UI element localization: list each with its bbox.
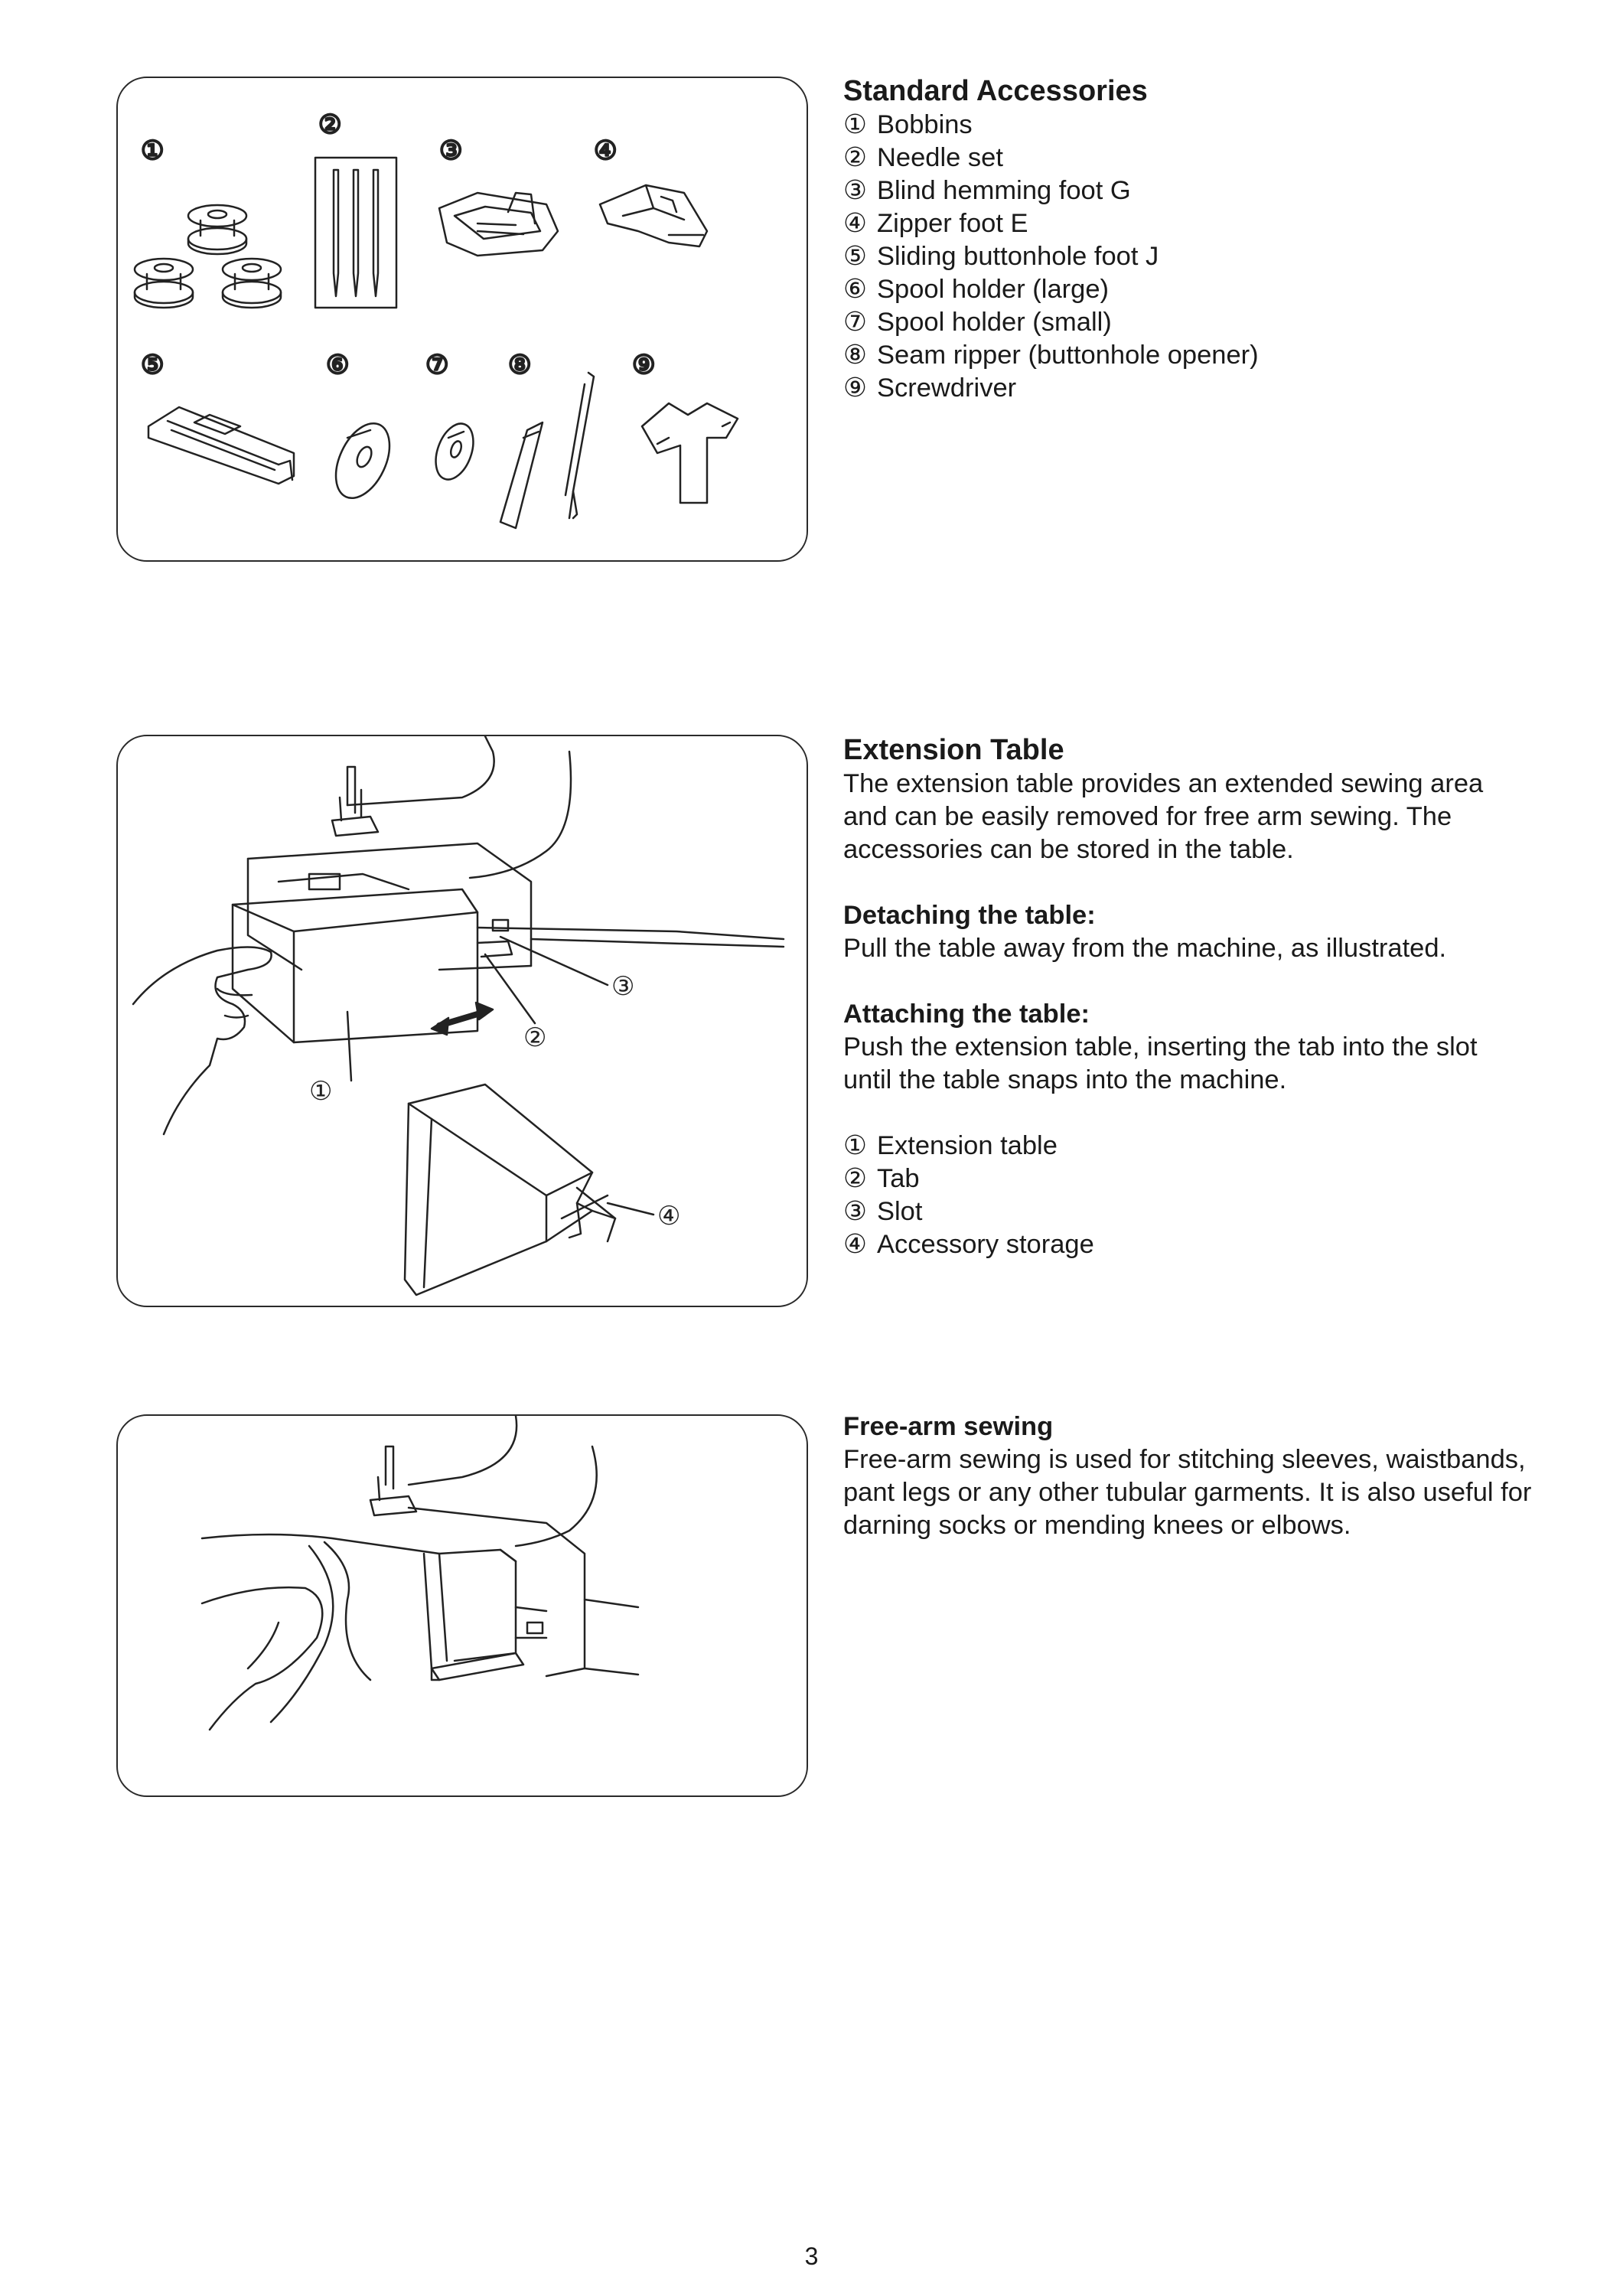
extension-table-illustration <box>116 735 808 1307</box>
page-number: 3 <box>804 2242 819 2270</box>
callout-9: ⑨ <box>632 350 656 380</box>
list-item: ① Bobbins <box>843 110 973 139</box>
callout-3: ③ <box>611 971 635 1002</box>
extension-table-parts-list <box>843 1130 1532 1261</box>
spool-holder-large-drawing <box>325 415 400 507</box>
callout-4: ④ <box>594 135 618 166</box>
detaching-heading: Detaching the table: <box>843 901 1096 930</box>
buttonhole-foot-drawing <box>148 407 294 484</box>
list-item: ⑧ Seam ripper (buttonhole opener) <box>843 341 1259 370</box>
screwdriver-drawing <box>642 403 738 503</box>
attaching-text: Push the extension table, inserting the tab into the slot until the table snaps into the machine. <box>843 1032 1478 1094</box>
list-item: ④ Accessory storage <box>843 1230 1094 1259</box>
list-item: ② Tab <box>843 1164 920 1193</box>
accessories-drawing <box>118 78 807 560</box>
free-arm-drawing <box>118 1416 807 1795</box>
callout-6: ⑥ <box>326 350 350 380</box>
seam-ripper-drawing <box>500 373 594 528</box>
zipper-foot-drawing <box>600 185 707 246</box>
list-item: ⑨ Screwdriver <box>843 373 1017 403</box>
callout-4: ④ <box>657 1201 681 1231</box>
free-arm-title: Free-arm sewing <box>843 1412 1054 1441</box>
list-item: ⑤ Sliding buttonhole foot J <box>843 242 1159 271</box>
accessories-list <box>843 109 1532 405</box>
callout-2: ② <box>523 1022 547 1053</box>
free-arm-illustration <box>116 1414 808 1797</box>
list-item: ① Extension table <box>843 1131 1058 1160</box>
list-item: ④ Zipper foot E <box>843 209 1028 238</box>
extension-table-section <box>843 732 1532 1261</box>
attaching-heading: Attaching the table: <box>843 1000 1090 1029</box>
extension-table-title: Extension Table <box>843 734 1064 766</box>
standard-accessories-title: Standard Accessories <box>843 75 1148 107</box>
list-item: ③ Blind hemming foot G <box>843 176 1131 205</box>
callout-5: ⑤ <box>141 350 165 380</box>
list-item: ② Needle set <box>843 143 1003 172</box>
callout-3: ③ <box>439 135 463 166</box>
free-arm-section <box>843 1411 1532 1542</box>
standard-accessories-section <box>843 73 1532 405</box>
bobbins-drawing <box>135 205 281 308</box>
list-item: ③ Slot <box>843 1197 923 1226</box>
accessories-illustration <box>116 77 808 562</box>
extension-table-outline <box>233 889 477 1042</box>
needle-set-drawing <box>315 158 396 308</box>
callout-1: ① <box>141 135 165 166</box>
callout-1: ① <box>309 1076 333 1107</box>
callout-2: ② <box>318 109 342 140</box>
blind-hem-foot-drawing <box>439 193 558 256</box>
detaching-text: Pull the table away from the machine, as illustrated. <box>843 934 1447 963</box>
extension-table-drawing <box>118 736 807 1306</box>
spool-holder-small-drawing <box>429 419 480 484</box>
extension-table-intro: The extension table provides an extended sewing area and can be easily removed for free arm sewing. The accessories can be stored in the table. <box>843 769 1484 864</box>
free-arm-text: Free-arm sewing is used for stitching sleeves, waistbands, pant legs or any other tubular garments. It is also useful for darning socks or mending knees or elbows. <box>843 1445 1532 1540</box>
list-item: ⑦ Spool holder (small) <box>843 308 1112 337</box>
list-item: ⑥ Spool holder (large) <box>843 275 1110 304</box>
callout-8: ⑧ <box>508 350 532 380</box>
callout-7: ⑦ <box>425 350 449 380</box>
accessory-storage-outline <box>405 1084 592 1295</box>
